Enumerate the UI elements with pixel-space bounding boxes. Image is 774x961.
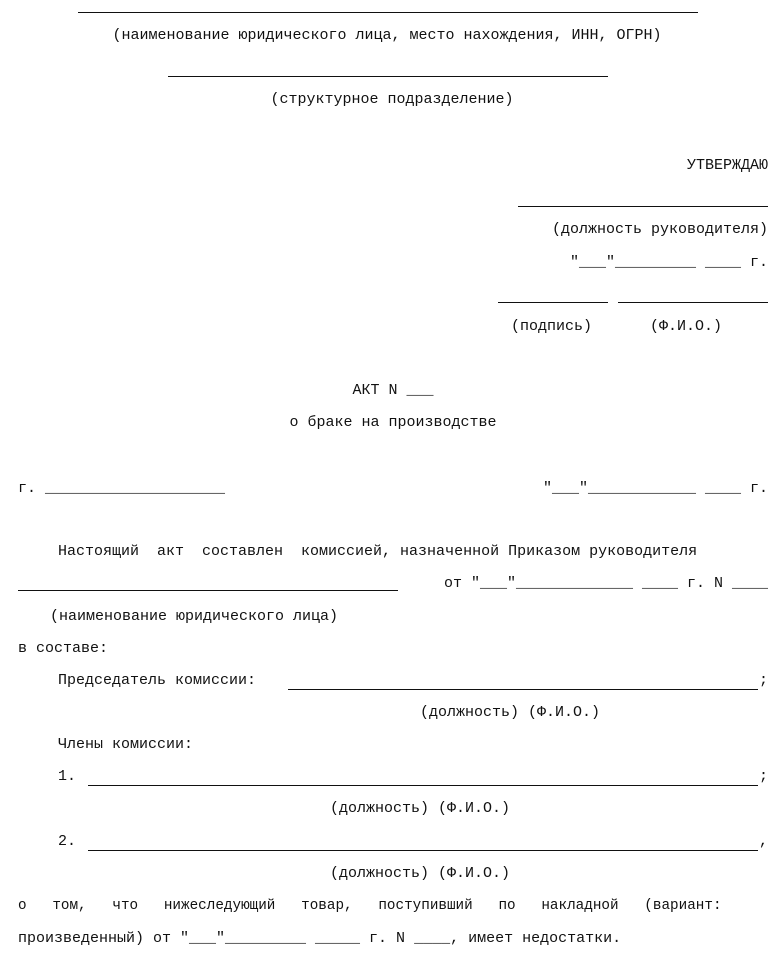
chairman-caption: (должность) (Ф.И.О.) <box>420 704 601 721</box>
approval-title: УТВЕРЖДАЮ <box>686 157 768 174</box>
order-org-line <box>18 590 398 591</box>
act-date: "___"____________ ____ г. <box>542 480 768 497</box>
org-caption: (наименование юридического лица, место нахождения, ИНН, ОГРН) <box>112 27 662 44</box>
member1-number: 1. <box>58 768 77 785</box>
final-text-line-2: произведенный) от "___"_________ _____ г. N ____, имеет недостатки. <box>18 930 622 947</box>
composition-label: в составе: <box>18 640 109 657</box>
city-field: г. ____________________ <box>18 480 226 497</box>
member1-line <box>88 785 758 786</box>
chairman-label: Председатель комиссии: <box>58 672 257 689</box>
member2-caption: (должность) (Ф.И.О.) <box>330 865 511 882</box>
org-name-line <box>78 12 698 13</box>
signature-caption: (подпись) <box>511 318 593 335</box>
order-details: от "___"_____________ ____ г. N ____ <box>443 575 768 592</box>
member2-comma: , <box>759 833 769 850</box>
chairman-semicolon: ; <box>759 672 769 689</box>
members-label: Члены комиссии: <box>58 736 194 753</box>
fio-line <box>618 302 768 303</box>
act-title: АКТ N ___ <box>352 382 434 399</box>
dept-line <box>168 76 608 77</box>
chairman-line <box>288 689 758 690</box>
act-subtitle: о браке на производстве <box>289 414 497 431</box>
member1-caption: (должность) (Ф.И.О.) <box>330 800 511 817</box>
member2-line <box>88 850 758 851</box>
manager-position-caption: (должность руководителя) <box>551 221 768 238</box>
final-text-line-1: о том, что нижеследующий товар, поступивший по накладной (вариант: <box>18 898 722 914</box>
approval-date: "___"_________ ____ г. <box>569 254 768 271</box>
dept-caption: (структурное подразделение) <box>270 91 514 108</box>
member2-number: 2. <box>58 833 77 850</box>
member1-semicolon: ; <box>759 768 769 785</box>
fio-caption: (Ф.И.О.) <box>650 318 723 335</box>
intro-text: Настоящий акт составлен комиссией, назначенной Приказом руководителя <box>58 543 698 560</box>
signature-line <box>498 302 608 303</box>
manager-position-line <box>518 206 768 207</box>
order-org-caption: (наименование юридического лица) <box>50 608 339 625</box>
